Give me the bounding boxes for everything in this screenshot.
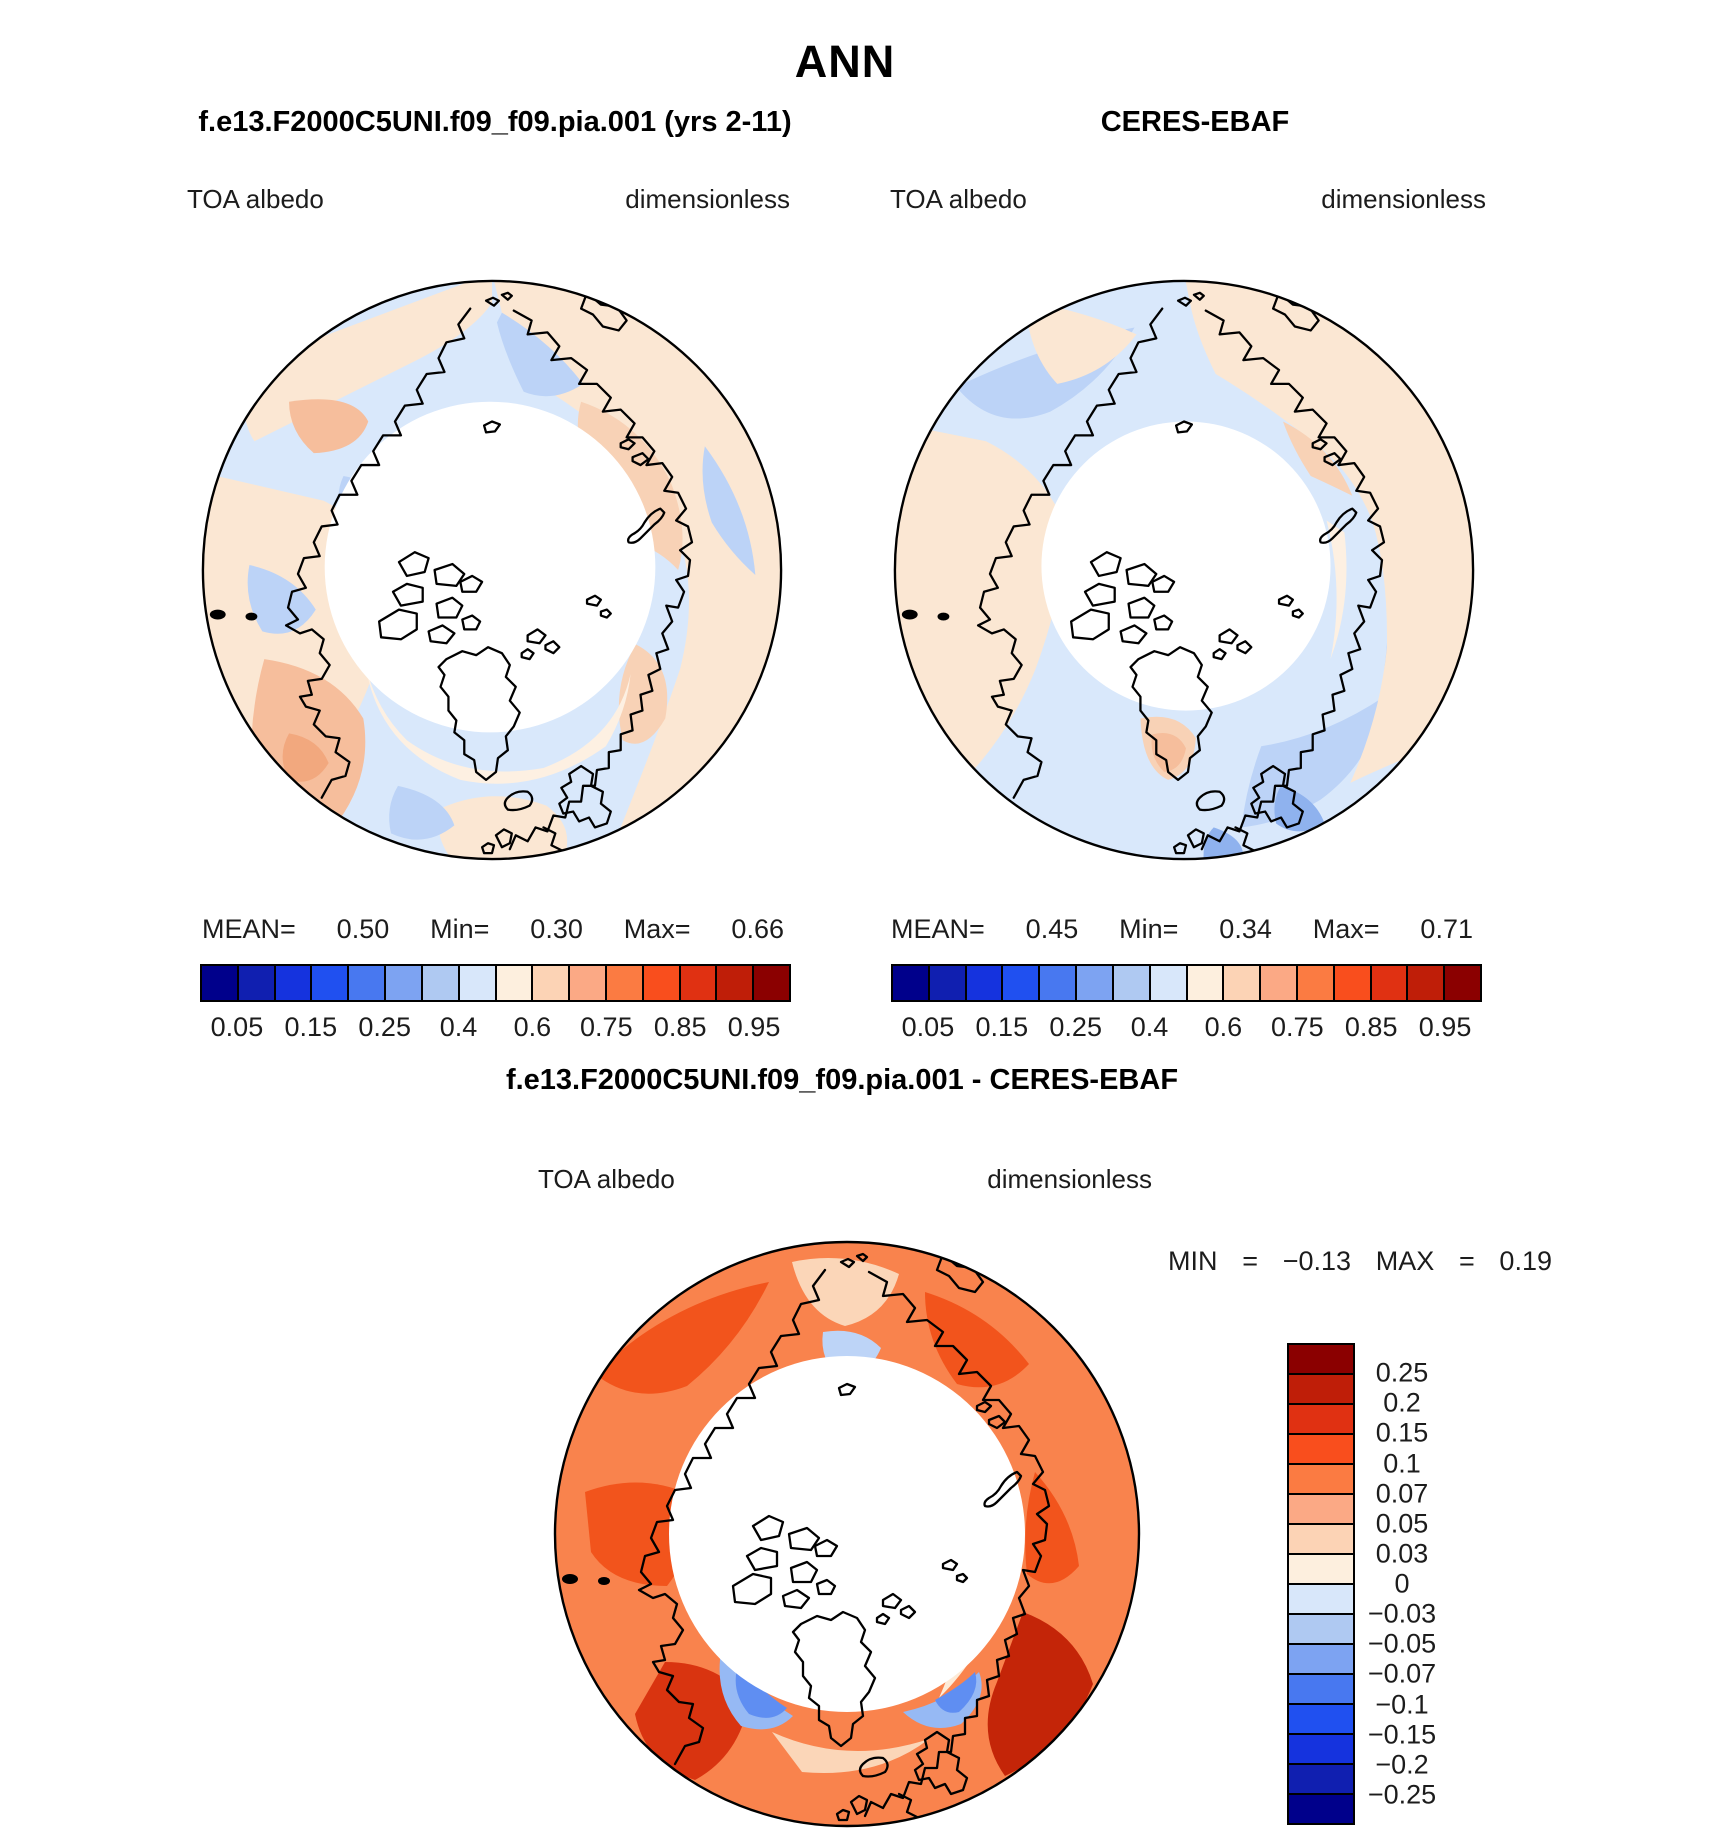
- colorbar-segment: [533, 966, 570, 1000]
- colorbar-tick-label: −0.07: [1367, 1658, 1437, 1689]
- obs-colorbar-ticks: [891, 1012, 1482, 1044]
- colorbar-tick-label: 0.1: [1383, 1448, 1421, 1478]
- colorbar-tick-label: 0.05: [1375, 1508, 1429, 1539]
- obs-min-label: Min=: [1119, 914, 1179, 944]
- obs-map: [887, 273, 1481, 867]
- colorbar-tick-label: 0.95: [727, 1012, 781, 1042]
- colorbar-tick-label: −0.25: [1367, 1779, 1437, 1810]
- colorbar-tick-label: 0.05: [901, 1012, 955, 1042]
- model-field-label: TOA albedo: [187, 184, 324, 214]
- colorbar-segment: [1289, 1555, 1353, 1585]
- obs-ice-cap: [1041, 422, 1330, 711]
- colorbar-tick-label: 0.4: [439, 1012, 478, 1042]
- colorbar-tick-label: 0.07: [1375, 1478, 1429, 1509]
- colorbar-segment: [1289, 1645, 1353, 1675]
- colorbar-tick-label: 0.85: [1344, 1012, 1398, 1042]
- colorbar-tick-label: 0.15: [284, 1012, 338, 1042]
- colorbar-segment: [239, 966, 276, 1000]
- colorbar-segment: [1261, 966, 1298, 1000]
- colorbar-tick-label: 0.75: [1271, 1012, 1324, 1042]
- diff-map: [547, 1234, 1147, 1834]
- diff-max-label: MAX: [1375, 1246, 1435, 1276]
- colorbar-segment: [930, 966, 967, 1000]
- model-title: f.e13.F2000C5UNI.f09_f09.pia.001 (yrs 2-11): [198, 106, 792, 138]
- diff-min-eq: =: [1242, 1246, 1258, 1276]
- colorbar-tick-label: 0.6: [513, 1012, 552, 1042]
- colorbar-tick-label: 0.25: [358, 1012, 411, 1042]
- obs-max-label: Max=: [1312, 914, 1380, 944]
- colorbar-tick-label: 0.85: [653, 1012, 707, 1042]
- colorbar-segment: [312, 966, 349, 1000]
- colorbar-segment: [460, 966, 497, 1000]
- colorbar-tick-label: 0.15: [975, 1012, 1029, 1042]
- colorbar-tick-label: 0.75: [580, 1012, 633, 1042]
- colorbar-segment: [967, 966, 1004, 1000]
- diff-units-label: dimensionless: [987, 1164, 1152, 1194]
- obs-max-value: 0.71: [1420, 914, 1473, 944]
- colorbar-segment: [1224, 966, 1261, 1000]
- diff-stats: [1168, 1246, 1552, 1277]
- obs-colorbar: [891, 964, 1482, 1002]
- colorbar-tick-label: 0.25: [1375, 1357, 1429, 1388]
- model-colorbar-ticks: [200, 1012, 791, 1044]
- model-units-label: dimensionless: [625, 184, 790, 214]
- colorbar-segment: [1372, 966, 1409, 1000]
- diff-min-label: MIN: [1168, 1246, 1218, 1276]
- obs-mean-label: MEAN=: [891, 914, 985, 944]
- colorbar-segment: [423, 966, 460, 1000]
- colorbar-tick-label: −0.03: [1367, 1598, 1437, 1629]
- colorbar-segment: [1289, 1375, 1353, 1405]
- colorbar-segment: [1077, 966, 1114, 1000]
- model-min-label: Min=: [430, 914, 490, 944]
- colorbar-segment: [1289, 1675, 1353, 1705]
- model-map: [195, 273, 789, 867]
- model-max-label: Max=: [623, 914, 691, 944]
- colorbar-segment: [607, 966, 644, 1000]
- obs-field-row: [890, 184, 1486, 215]
- model-max-value: 0.66: [731, 914, 784, 944]
- colorbar-segment: [1289, 1705, 1353, 1735]
- diff-title: f.e13.F2000C5UNI.f09_f09.pia.001 - CERES-EBAF: [505, 1064, 1179, 1096]
- colorbar-segment: [349, 966, 386, 1000]
- model-colorbar: [200, 964, 791, 1002]
- colorbar-tick-label: 0.4: [1130, 1012, 1169, 1042]
- colorbar-segment: [1289, 1615, 1353, 1645]
- diff-ice-cap: [669, 1356, 1025, 1712]
- colorbar-tick-label: 0: [1394, 1568, 1410, 1599]
- colorbar-segment: [1289, 1405, 1353, 1435]
- colorbar-segment: [386, 966, 423, 1000]
- obs-min-value: 0.34: [1219, 914, 1272, 944]
- obs-stats: [891, 914, 1473, 945]
- colorbar-segment: [1289, 1495, 1353, 1525]
- colorbar-segment: [1335, 966, 1372, 1000]
- colorbar-segment: [1289, 1735, 1353, 1765]
- model-mean-value: 0.50: [336, 914, 390, 944]
- colorbar-segment: [1289, 1435, 1353, 1465]
- colorbar-tick-label: 0.03: [1375, 1538, 1429, 1569]
- obs-field-label: TOA albedo: [890, 184, 1027, 214]
- colorbar-segment: [497, 966, 534, 1000]
- diff-max-value: 0.19: [1499, 1246, 1552, 1276]
- colorbar-segment: [202, 966, 239, 1000]
- colorbar-tick-label: 0.15: [1375, 1417, 1429, 1448]
- model-stats: [202, 914, 784, 945]
- obs-units-label: dimensionless: [1321, 184, 1486, 214]
- figure-title: ANN: [794, 36, 896, 87]
- colorbar-segment: [1445, 966, 1480, 1000]
- colorbar-segment: [1151, 966, 1188, 1000]
- colorbar-segment: [644, 966, 681, 1000]
- colorbar-tick-label: 0.05: [210, 1012, 264, 1042]
- colorbar-segment: [1408, 966, 1445, 1000]
- model-field-row: [187, 184, 790, 215]
- obs-title: CERES-EBAF: [1100, 106, 1290, 138]
- colorbar-tick-label: 0.95: [1418, 1012, 1472, 1042]
- colorbar-tick-label: −0.15: [1367, 1719, 1437, 1750]
- colorbar-tick-label: 0.25: [1049, 1012, 1102, 1042]
- colorbar-segment: [1289, 1765, 1353, 1795]
- colorbar-segment: [1040, 966, 1077, 1000]
- colorbar-segment: [1188, 966, 1225, 1000]
- colorbar-segment: [276, 966, 313, 1000]
- colorbar-segment: [893, 966, 930, 1000]
- colorbar-segment: [1289, 1525, 1353, 1555]
- colorbar-segment: [1298, 966, 1335, 1000]
- colorbar-segment: [717, 966, 754, 1000]
- colorbar-segment: [1289, 1345, 1353, 1375]
- colorbar-segment: [681, 966, 718, 1000]
- colorbar-segment: [1003, 966, 1040, 1000]
- colorbar-segment: [1289, 1465, 1353, 1495]
- obs-mean-value: 0.45: [1025, 914, 1079, 944]
- diff-field-row: [538, 1164, 1152, 1195]
- diff-colorbar: [1287, 1343, 1355, 1825]
- diff-field-label: TOA albedo: [538, 1164, 675, 1194]
- colorbar-tick-label: −0.2: [1375, 1749, 1429, 1780]
- colorbar-segment: [1114, 966, 1151, 1000]
- model-mean-label: MEAN=: [202, 914, 296, 944]
- colorbar-tick-label: −0.05: [1367, 1628, 1437, 1659]
- colorbar-segment: [1289, 1795, 1353, 1823]
- diff-max-eq: =: [1458, 1246, 1475, 1276]
- model-min-value: 0.30: [530, 914, 583, 944]
- colorbar-segment: [754, 966, 789, 1000]
- colorbar-tick-label: −0.1: [1375, 1689, 1429, 1719]
- diff-colorbar-ticks: [1358, 1343, 1446, 1825]
- colorbar-segment: [1289, 1585, 1353, 1615]
- colorbar-tick-label: 0.6: [1204, 1012, 1243, 1042]
- diff-min-value: −0.13: [1282, 1246, 1352, 1276]
- colorbar-segment: [570, 966, 607, 1000]
- colorbar-tick-label: 0.2: [1383, 1387, 1421, 1418]
